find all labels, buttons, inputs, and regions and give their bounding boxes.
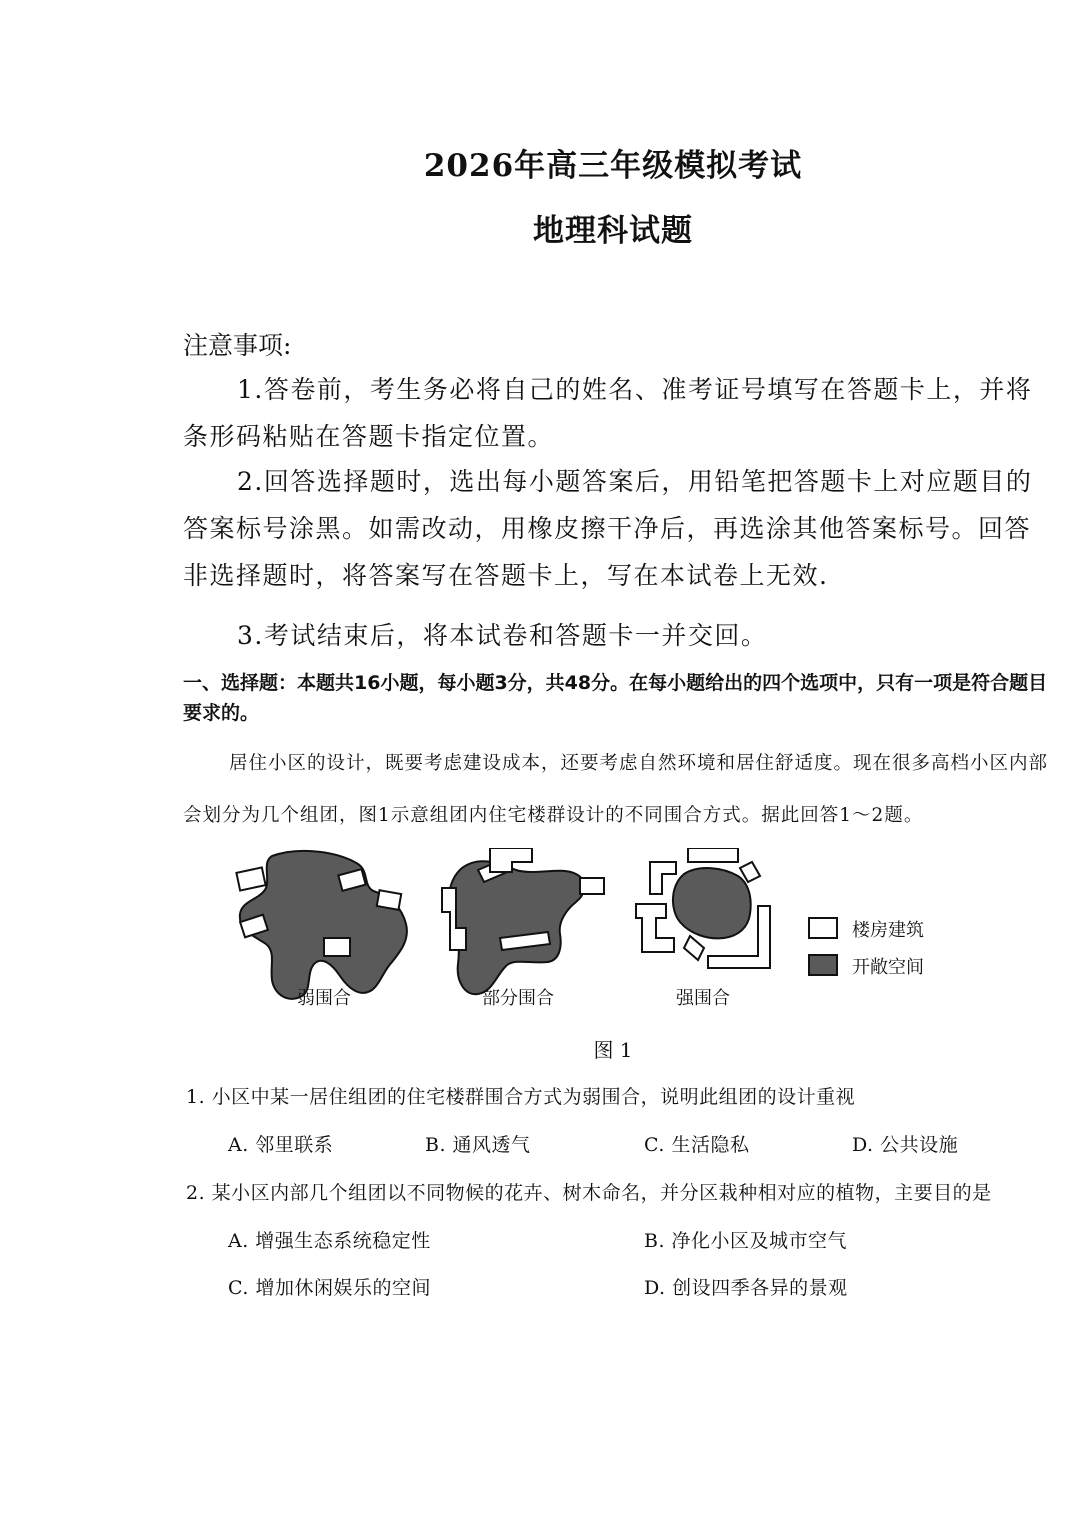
notice-item-3: 3.考试结束后，将本试卷和答题卡一并交回。	[237, 621, 768, 650]
label-strong-enclosure: 强围合	[676, 988, 730, 1009]
exam-title: 2026年高三年级模拟考试	[423, 148, 803, 184]
building	[324, 938, 350, 956]
diagram-strong-enclosure	[636, 848, 770, 968]
section-heading: 一、选择题：本题共16小题，每小题3分，共48分。在每小题给出的四个选项中，只有一项是符合题目要求的。	[183, 672, 1048, 724]
building	[580, 878, 604, 894]
question-2-option-a: A. 增强生态系统稳定性	[228, 1230, 431, 1252]
diagram-weak-enclosure	[236, 851, 406, 999]
building	[490, 848, 532, 872]
question-2-option-c: C. 增加休闲娱乐的空间	[228, 1277, 431, 1299]
question-2-option-b: B. 净化小区及城市空气	[644, 1230, 848, 1252]
building	[236, 867, 265, 890]
building	[688, 848, 738, 862]
question-1-option-b: B. 通风透气	[425, 1134, 531, 1156]
label-weak-enclosure: 弱围合	[297, 988, 351, 1009]
question-2-option-d: D. 创设四季各异的景观	[644, 1277, 848, 1299]
open-space-partial	[449, 861, 584, 994]
question-1-stem: 1. 小区中某一居住组团的住宅楼群围合方式为弱围合，说明此组团的设计重视	[186, 1086, 856, 1108]
legend-open-space-label: 开敞空间	[852, 957, 924, 978]
legend-open-space-swatch	[808, 954, 838, 976]
building	[650, 862, 676, 894]
question-1-option-c: C. 生活隐私	[644, 1134, 750, 1156]
building	[636, 904, 674, 952]
legend-building-label: 楼房建筑	[852, 920, 924, 941]
building	[684, 936, 704, 960]
building	[377, 890, 401, 910]
legend-building-swatch	[808, 917, 838, 939]
notice-item-1: 1.答卷前，考生务必将自己的姓名、准考证号填写在答题卡上，并将条形码粘贴在答题卡指定位置。	[183, 375, 1033, 451]
diagram-partial-enclosure	[442, 848, 604, 994]
notice-item-2: 2.回答选择题时，选出每小题答案后，用铅笔把答题卡上对应题目的答案标号涂黑。如需改动，用橡皮擦干净后，再选涂其他答案标号。回答非选择题时，将答案写在答题卡上，写在本试卷上无效.	[183, 467, 1033, 590]
question-2-stem: 2. 某小区内部几个组团以不同物候的花卉、树木命名，并分区栽种相对应的植物，主要目的是	[186, 1182, 992, 1204]
section-intro: 居住小区的设计，既要考虑建设成本，还要考虑自然环境和居住舒适度。现在很多高档小区内部会划分为几个组团，图1示意组团内住宅楼群设计的不同围合方式。据此回答1～2题。	[183, 753, 1049, 826]
question-1-option-d: D. 公共设施	[852, 1134, 959, 1156]
notice-heading: 注意事项:	[183, 331, 292, 360]
open-space-strong	[673, 868, 751, 938]
figure-caption: 图 1	[593, 1038, 633, 1062]
question-1-option-a: A. 邻里联系	[228, 1134, 334, 1156]
label-partial-enclosure: 部分围合	[482, 988, 554, 1009]
exam-subtitle: 地理科试题	[533, 213, 693, 249]
